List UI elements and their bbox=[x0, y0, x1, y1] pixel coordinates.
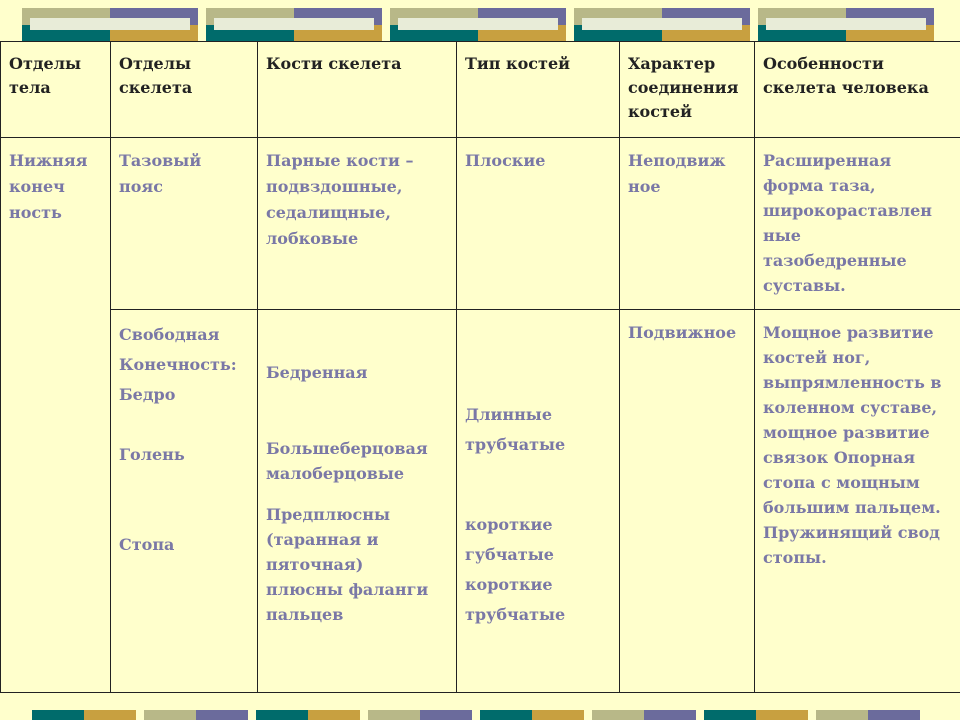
deco-block bbox=[22, 8, 198, 42]
cell-body-part: Нижняя конеч ность bbox=[1, 138, 111, 693]
cell-pelvic-joint: Неподвиж ное bbox=[620, 138, 755, 310]
deco-block bbox=[390, 8, 566, 42]
deco-block bbox=[704, 710, 808, 720]
deco-block bbox=[480, 710, 584, 720]
header-body-parts: Отделы тела bbox=[1, 42, 111, 138]
cell-pelvic-girdle: Тазовый пояс bbox=[111, 138, 258, 310]
top-decoration bbox=[22, 8, 942, 42]
deco-block bbox=[816, 710, 920, 720]
skeleton-table bbox=[0, 41, 960, 693]
cell-limb-bones bbox=[258, 310, 457, 693]
header-joint-type: Характер соединения костей bbox=[620, 42, 755, 138]
cell-pelvic-bones: Парные кости – подвздошные, седалищные, лобковые bbox=[258, 138, 457, 310]
header-features: Особенности скелета человека bbox=[755, 42, 960, 138]
bones-foot: Предплюсны (таранная и пяточная) плюсны фаланги пальцев bbox=[266, 505, 429, 624]
deco-block bbox=[574, 8, 750, 42]
header-skeleton-sections: Отделы скелета bbox=[111, 42, 258, 138]
cell-pelvic-features: Расширенная форма таза, широкораставлен ные тазобедренные суставы. bbox=[755, 138, 960, 310]
cell-pelvic-bone-type: Плоские bbox=[457, 138, 620, 310]
cell-free-limb: Свободная Конечность: Бедро Голень Стопа bbox=[111, 310, 258, 693]
deco-block bbox=[592, 710, 696, 720]
deco-block bbox=[256, 710, 360, 720]
header-bones: Кости скелета bbox=[258, 42, 457, 138]
bones-femur: Бедренная bbox=[266, 363, 368, 382]
cell-limb-joint: Подвижное bbox=[620, 310, 755, 693]
deco-block bbox=[206, 8, 382, 42]
table-row bbox=[1, 138, 960, 310]
bone-type-short: короткие губчатые короткие трубчатые bbox=[465, 515, 566, 624]
deco-block bbox=[144, 710, 248, 720]
deco-block bbox=[368, 710, 472, 720]
deco-block bbox=[32, 710, 136, 720]
cell-limb-bone-type bbox=[457, 310, 620, 693]
header-row bbox=[1, 42, 960, 138]
bottom-decoration bbox=[32, 710, 932, 720]
deco-block bbox=[758, 8, 934, 42]
header-bone-type: Тип костей bbox=[457, 42, 620, 138]
bones-shin: Большеберцовая малоберцовые bbox=[266, 439, 428, 483]
bone-type-long: Длинные трубчатые bbox=[465, 405, 566, 454]
cell-limb-features: Мощное развитие костей ног, выпрямленность в коленном суставе, мощное развитие связок Опорная стопа с мощным большим пальцем. Пружинящий свод стопы. bbox=[755, 310, 960, 693]
table-row bbox=[1, 310, 960, 693]
